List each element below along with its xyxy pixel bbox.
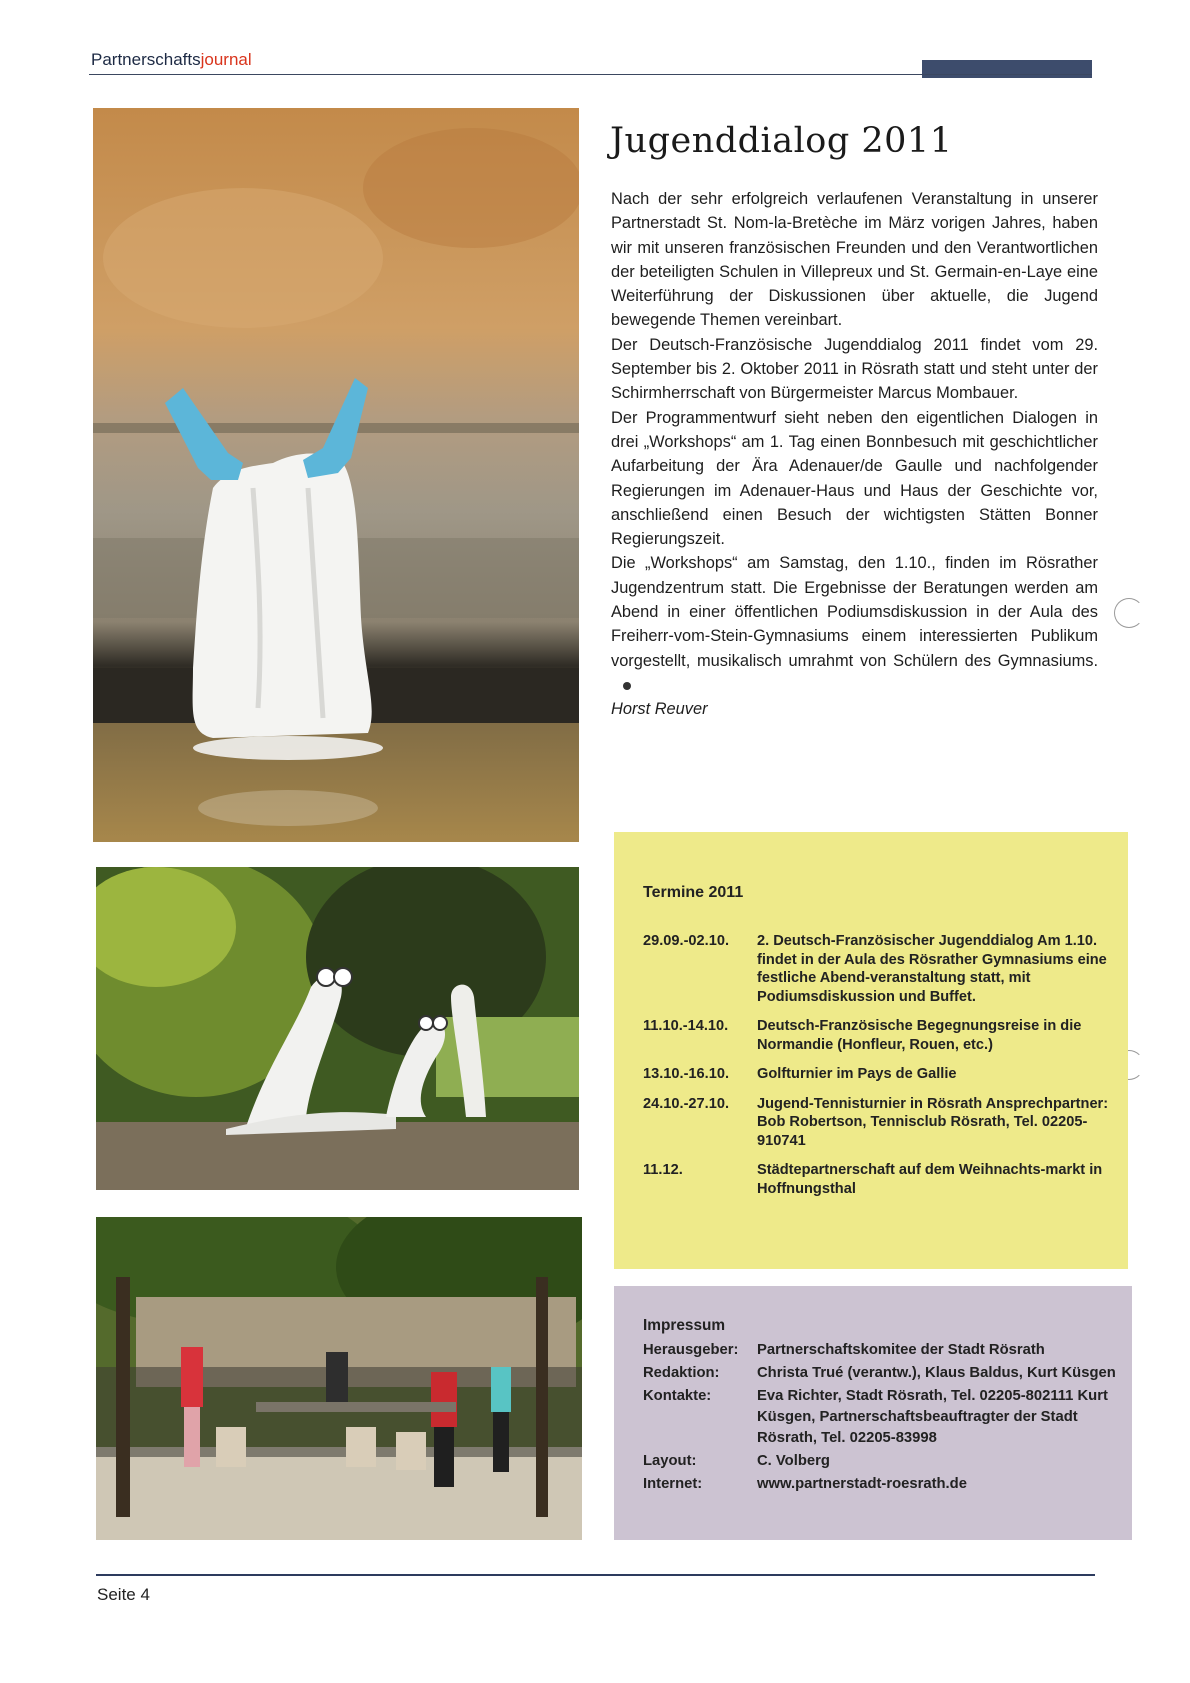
termine-row [643, 932, 1113, 1006]
article-paragraph-last [611, 551, 1098, 697]
termine-date: 13.10.-16.10. [643, 1066, 730, 1082]
termine-date: 24.10.-27.10. [643, 1095, 730, 1112]
article-paragraph-text: Die „Workshops“ am Samstag, den 1.10., finden im Rösrather Jugendzentrum statt. Die Ergebnisse der Beratungen werden am Abend in einer öffentlichen Podiumsdiskussion in der Aula des Freiherr-vom-Stein-Gymnasiums einem interessierten Publikum vorgestellt, musikalisch umrahmt von Schülern des Gymnasiums. [611, 554, 1098, 670]
impressum-label: Herausgeber: [643, 1342, 739, 1358]
impressum-row [643, 1451, 1118, 1472]
impressum-row [643, 1474, 1118, 1495]
page-number: Seite 4 [97, 1585, 150, 1604]
impressum-value: Partnerschaftskomitee der Stadt Rösrath [757, 1342, 1045, 1358]
article-author: Horst Reuver [611, 700, 708, 719]
end-mark-icon [623, 682, 631, 690]
termine-text: Golfturnier im Pays de Gallie [757, 1066, 957, 1082]
brand-part-1: Partnerschafts [91, 50, 201, 69]
header-rule [89, 74, 1092, 75]
article-title: Jugenddialog 2011 [610, 121, 953, 161]
termine-date: 11.12. [643, 1162, 683, 1178]
termine-row [643, 1065, 1113, 1084]
impressum-label: Kontakte: [643, 1388, 712, 1404]
impressum-value: C. Volberg [757, 1453, 830, 1469]
impressum-label: Internet: [643, 1476, 703, 1492]
photo-ghost-costume [93, 108, 579, 842]
impressum-box [614, 1286, 1132, 1540]
termine-box [614, 832, 1128, 1269]
impressum-label: Redaktion: [643, 1365, 720, 1381]
impressum-value: Christa Trué (verantw.), Klaus Baldus, Kurt Küsgen [757, 1365, 1116, 1381]
termine-text: 2. Deutsch-Französischer Jugenddialog Am 1.10. findet in der Aula des Rösrather Gymnasiums eine festliche Abend-veranstaltung statt, mit Podiumsdiskussion und Buffet. [757, 933, 1107, 1005]
termine-title: Termine 2011 [643, 884, 744, 901]
article-paragraph: Nach der sehr erfolgreich verlaufenen Veranstaltung in unserer Partnerstadt St. Nom-la-Bretèche im März vorigen Jahres, haben wir mit unseren französischen Freunden und den Verantwortlichen der beteiligten Schulen in Villepreux und St. Germain-en-Laye eine Weiterführung der Diskussionen über aktuelle, die Jugend bewegende Themen vereinbart. [611, 190, 1098, 330]
impressum-row [643, 1340, 1118, 1361]
termine-date: 11.10.-14.10. [643, 1018, 729, 1034]
impressum-row [643, 1363, 1118, 1384]
header-color-block [922, 60, 1092, 78]
termine-date: 29.09.-02.10. [643, 933, 730, 949]
termine-list [643, 932, 1113, 1209]
termine-row [643, 1161, 1113, 1198]
termine-row [643, 1017, 1113, 1054]
impressum-list [643, 1340, 1118, 1497]
footer-rule [96, 1574, 1095, 1576]
termine-text: Städtepartnerschaft auf dem Weihnachts-markt in Hoffnungsthal [757, 1162, 1103, 1197]
brand-part-2: journal [200, 50, 252, 69]
impressum-title: Impressum [643, 1317, 726, 1334]
punch-hole-mark [1114, 598, 1144, 628]
impressum-value: Eva Richter, Stadt Rösrath, Tel. 02205-802111 Kurt Küsgen, Partnerschaftsbeauftragter der Stadt Rösrath, Tel. 02205-83998 [757, 1388, 1108, 1446]
termine-row [643, 1095, 1113, 1151]
article-body [611, 187, 1098, 722]
journal-brand [91, 50, 252, 70]
termine-text: Jugend-Tennisturnier in Rösrath Ansprechpartner: Bob Robertson, Tennisclub Rösrath, Tel. 02205-910741 [757, 1095, 1109, 1149]
photo-towel-figures [96, 867, 579, 1190]
impressum-value: www.partnerstadt-roesrath.de [757, 1476, 967, 1492]
article-paragraph: Der Programmentwurf sieht neben den eigentlichen Dialogen in drei „Workshops“ am 1. Tag einen Bonnbesuch mit geschichtlicher Aufarbeitung der Ära Adenauer/de Gaulle und nachfolgender Regierungen im Adenauer-Haus und Haus der Geschichte vor, anschließend einen Besuch der wichtigsten Stätten Bonner Regierungszeit. [611, 408, 1098, 549]
article-paragraph: Der Deutsch-Französische Jugenddialog 2011 findet vom 29. September bis 2. Oktober 2011 in Rösrath statt und steht unter der Schirmherrschaft von Bürgermeister Marcus Mombauer. [611, 335, 1098, 403]
impressum-row [643, 1386, 1118, 1449]
impressum-label: Layout: [643, 1453, 697, 1469]
termine-text: Deutsch-Französische Begegnungsreise in die Normandie (Honfleur, Rouen, etc.) [757, 1018, 1082, 1053]
photo-outdoor-gathering [96, 1217, 582, 1540]
